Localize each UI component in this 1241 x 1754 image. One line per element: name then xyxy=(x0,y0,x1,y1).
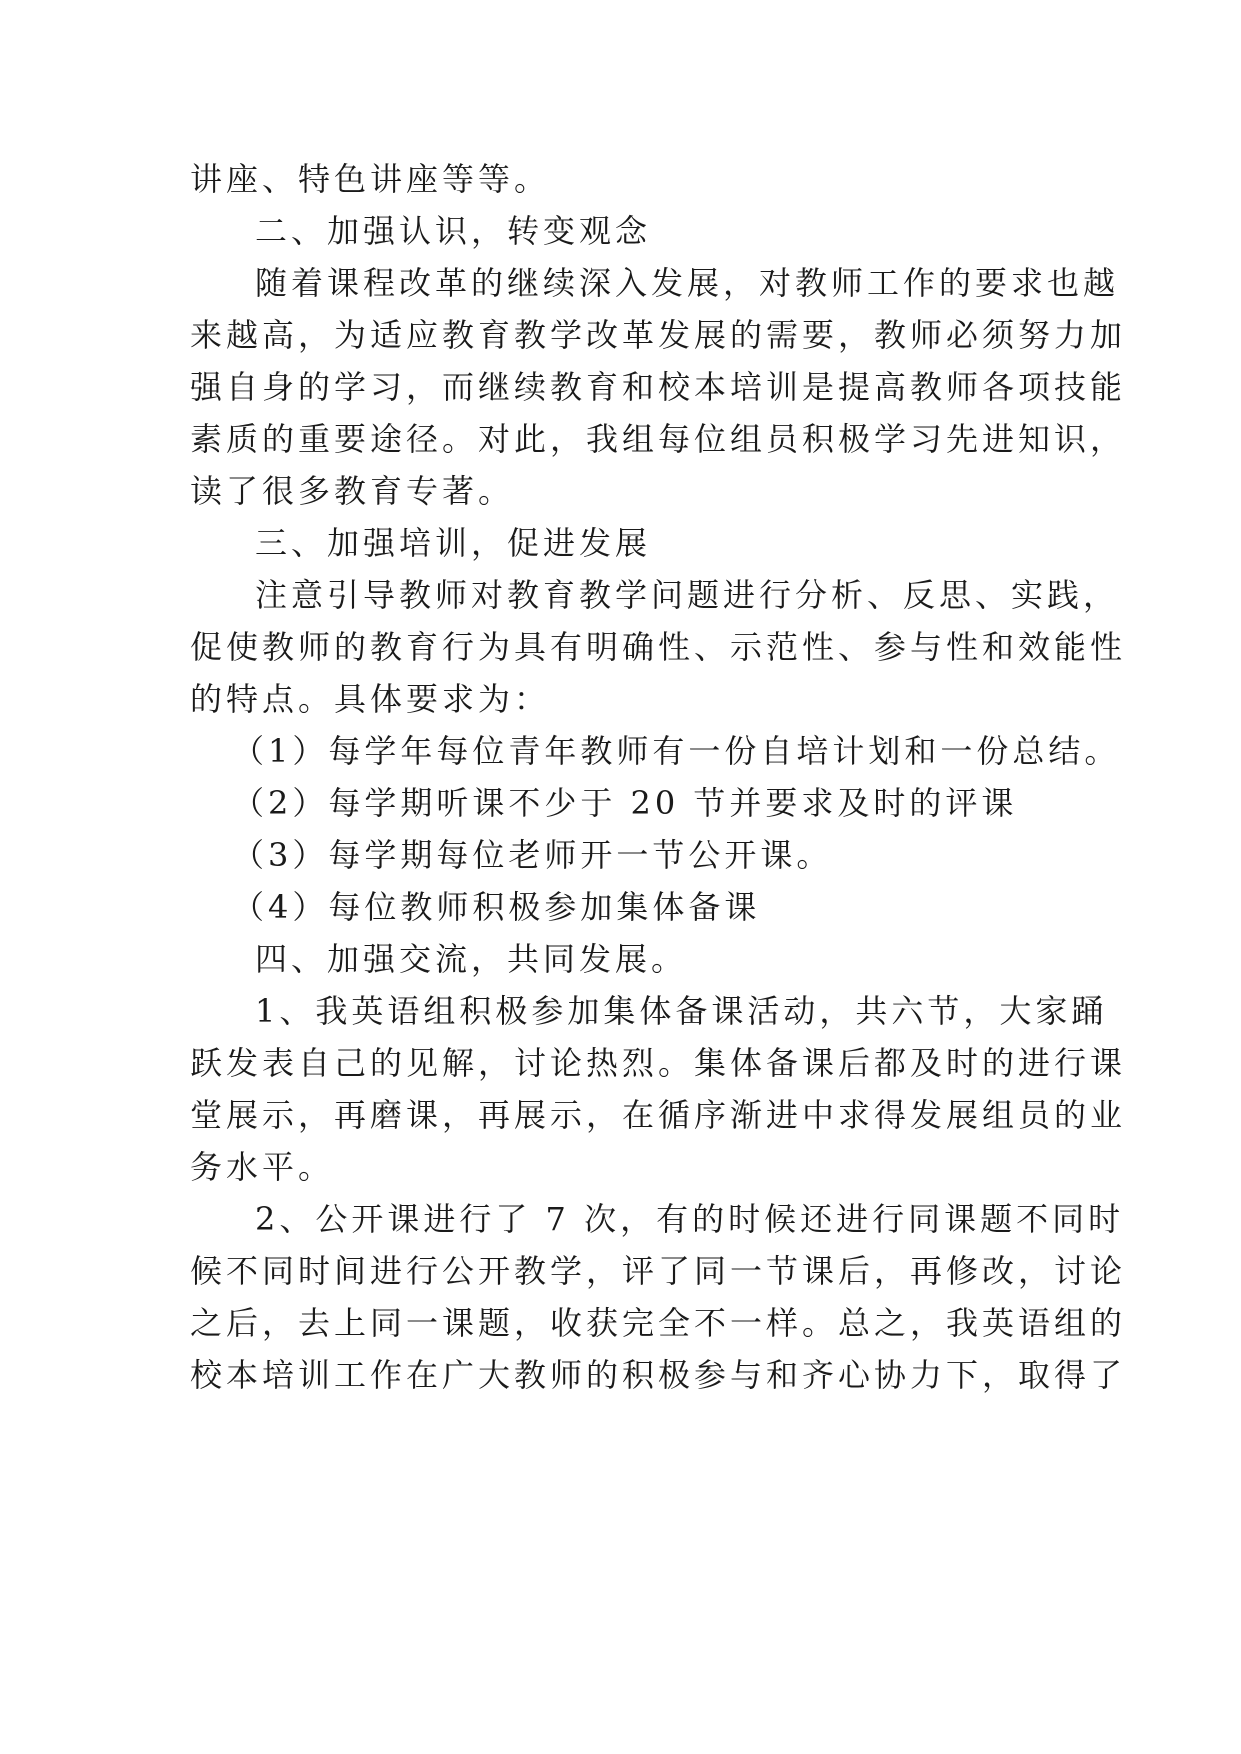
paragraph-line: 素质的重要途径。对此，我组每位组员积极学习先进知识， xyxy=(190,420,1127,458)
section-heading: 四、加强交流，共同发展。 xyxy=(255,940,688,978)
paragraph-line: 讲座、特色讲座等等。 xyxy=(190,160,551,198)
paragraph-line: 的特点。具体要求为： xyxy=(190,680,551,718)
paragraph-line: 促使教师的教育行为具有明确性、示范性、参与性和效能性 xyxy=(190,628,1127,666)
paragraph-line: 跃发表自己的见解，讨论热烈。集体备课后都及时的进行课 xyxy=(190,1044,1127,1082)
paragraph-line: 注意引导教师对教育教学问题进行分析、反思、实践， xyxy=(255,576,1120,614)
paragraph-line: 校本培训工作在广大教师的积极参与和齐心协力下，取得了 xyxy=(190,1356,1127,1394)
list-item: （2）每学期听课不少于 20 节并要求及时的评课 xyxy=(232,784,1018,822)
list-item: （4）每位教师积极参加集体备课 xyxy=(232,888,761,926)
paragraph-line: 务水平。 xyxy=(190,1148,335,1186)
paragraph-line: 之后，去上同一课题，收获完全不一样。总之，我英语组的 xyxy=(190,1304,1127,1342)
paragraph-line: 读了很多教育专著。 xyxy=(190,472,515,510)
list-item: （1）每学年每位青年教师有一份自培计划和一份总结。 xyxy=(232,732,1121,770)
list-item: （3）每学期每位老师开一节公开课。 xyxy=(232,836,833,874)
paragraph-line: 堂展示，再磨课，再展示，在循序渐进中求得发展组员的业 xyxy=(190,1096,1127,1134)
section-heading: 二、加强认识，转变观念 xyxy=(255,212,652,250)
paragraph-line: 随着课程改革的继续深入发展，对教师工作的要求也越 xyxy=(255,264,1120,302)
paragraph-line: 来越高，为适应教育教学改革发展的需要，教师必须努力加 xyxy=(190,316,1127,354)
paragraph-line: 1、我英语组积极参加集体备课活动，共六节，大家踊 xyxy=(255,992,1108,1030)
paragraph-line: 候不同时间进行公开教学，评了同一节课后，再修改，讨论 xyxy=(190,1252,1127,1290)
paragraph-line: 2、公开课进行了 7 次，有的时候还进行同课题不同时 xyxy=(255,1200,1125,1238)
paragraph-line: 强自身的学习，而继续教育和校本培训是提高教师各项技能 xyxy=(190,368,1127,406)
section-heading: 三、加强培训，促进发展 xyxy=(255,524,652,562)
